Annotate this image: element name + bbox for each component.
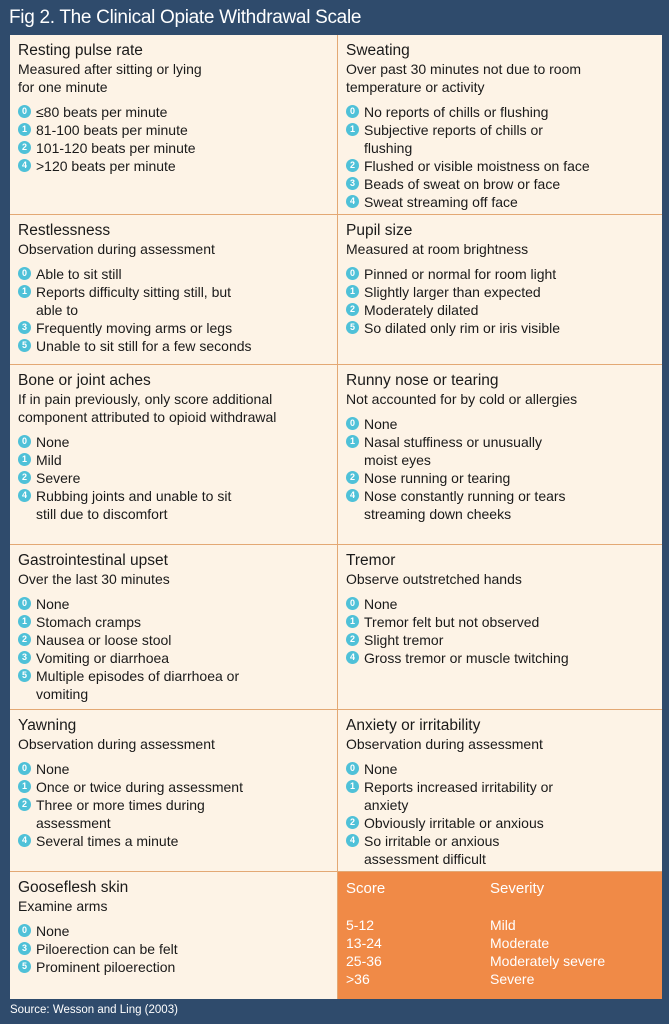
- score-badge: 1: [346, 435, 359, 448]
- cell-subtitle: Observation during assessment: [18, 241, 215, 257]
- item-text: None: [36, 434, 70, 450]
- item-text: Stomach cramps: [36, 614, 142, 630]
- cell-heading: Bone or joint aches: [18, 372, 151, 389]
- item-text: 101-120 beats per minute: [36, 140, 196, 156]
- cell-restlessness: [10, 215, 338, 365]
- score-item: [346, 121, 658, 157]
- score-item: [346, 265, 658, 283]
- item-text: Once or twice during assessment: [36, 779, 243, 795]
- source-citation: Source: Wesson and Ling (2003): [10, 1004, 178, 1016]
- score-item: [18, 121, 333, 139]
- score-badge: 0: [346, 597, 359, 610]
- score-badge: 0: [346, 762, 359, 775]
- score-badge: 4: [346, 834, 359, 847]
- item-text: Vomiting or diarrhoea: [36, 650, 170, 666]
- cell-heading: Gooseflesh skin: [18, 879, 129, 896]
- item-text: Frequently moving arms or legs: [36, 320, 233, 336]
- score-item: [346, 760, 658, 778]
- item-text: Unable to sit still for a few seconds: [36, 338, 252, 354]
- item-text: Mild: [36, 452, 62, 468]
- cell-pupil-size: [338, 215, 662, 365]
- score-badge: 5: [18, 960, 31, 973]
- cell-gastrointestinal-upset: [10, 545, 338, 710]
- figure-title: Fig 2. The Clinical Opiate Withdrawal Scale: [9, 7, 362, 28]
- item-text: So dilated only rim or iris visible: [364, 320, 561, 336]
- item-text: Slightly larger than expected: [364, 284, 541, 300]
- score-badge: 5: [18, 669, 31, 682]
- score-item: [18, 778, 333, 796]
- cell-heading: Tremor: [346, 552, 396, 569]
- score-item: [18, 451, 333, 469]
- score-badge: 5: [18, 339, 31, 352]
- item-text: ≤80 beats per minute: [36, 104, 168, 120]
- score-item: [346, 778, 658, 814]
- cell-bone-joint-aches: [10, 365, 338, 545]
- score-item: [346, 157, 658, 175]
- item-text: Severe: [36, 470, 81, 486]
- score-item: [346, 469, 658, 487]
- score-range: >36: [346, 971, 370, 987]
- cows-table: [10, 35, 662, 999]
- score-row: [346, 970, 654, 988]
- score-item: [346, 487, 658, 523]
- score-item: [18, 469, 333, 487]
- cell-subtitle: Measured at room brightness: [346, 241, 529, 257]
- score-badge: 4: [18, 834, 31, 847]
- item-text: Piloerection can be felt: [36, 941, 178, 957]
- cell-subtitle: Observe outstretched hands: [346, 571, 522, 587]
- score-badge: 0: [346, 105, 359, 118]
- score-item: [346, 649, 658, 667]
- score-item: [18, 613, 333, 631]
- score-badge: 1: [18, 285, 31, 298]
- score-item: [346, 832, 658, 868]
- score-badge: 4: [346, 195, 359, 208]
- item-text: Several times a minute: [36, 833, 179, 849]
- item-text: Sweat streaming off face: [364, 194, 518, 210]
- score-item: [18, 958, 333, 976]
- score-badge: 4: [18, 159, 31, 172]
- item-text: So irritable or anxious assessment difficult: [364, 833, 500, 867]
- score-item: [346, 319, 658, 337]
- item-text: Subjective reports of chills or flushing: [364, 122, 543, 156]
- score-badge: 4: [346, 489, 359, 502]
- score-badge: 2: [346, 816, 359, 829]
- score-item: [18, 832, 333, 850]
- score-row: [346, 934, 654, 952]
- score-column-header: Score: [346, 880, 386, 897]
- score-range: 13-24: [346, 935, 382, 951]
- item-text: None: [364, 416, 398, 432]
- item-text: Beads of sweat on brow or face: [364, 176, 561, 192]
- item-text: Nasal stuffiness or unusually moist eyes: [364, 434, 542, 468]
- severity-value: Mild: [490, 917, 516, 933]
- score-badge: 3: [18, 321, 31, 334]
- severity-value: Moderate: [490, 935, 550, 951]
- item-text: None: [364, 761, 398, 777]
- score-row: [346, 916, 654, 934]
- score-badge: 1: [18, 453, 31, 466]
- score-item: [18, 760, 333, 778]
- score-badge: 5: [346, 321, 359, 334]
- score-severity-panel: [338, 872, 662, 999]
- cell-heading: Resting pulse rate: [18, 42, 143, 59]
- item-text: None: [36, 761, 70, 777]
- severity-value: Moderately severe: [490, 953, 606, 969]
- item-text: Prominent piloerection: [36, 959, 176, 975]
- cell-heading: Sweating: [346, 42, 410, 59]
- score-badge: 1: [18, 123, 31, 136]
- item-text: Slight tremor: [364, 632, 444, 648]
- cell-subtitle: Over past 30 minutes not due to room temperature or activity: [346, 61, 582, 95]
- score-badge: 0: [18, 924, 31, 937]
- score-badge: 2: [346, 633, 359, 646]
- score-range: 5-12: [346, 917, 375, 933]
- item-text: Able to sit still: [36, 266, 122, 282]
- item-text: Moderately dilated: [364, 302, 479, 318]
- cell-subtitle: Observation during assessment: [18, 736, 215, 752]
- score-badge: 4: [346, 651, 359, 664]
- cell-heading: Yawning: [18, 717, 77, 734]
- score-badge: 0: [18, 762, 31, 775]
- item-text: Three or more times during assessment: [36, 797, 205, 831]
- score-item: [346, 103, 658, 121]
- score-badge: 0: [18, 435, 31, 448]
- item-text: Obviously irritable or anxious: [364, 815, 544, 831]
- score-badge: 1: [18, 615, 31, 628]
- score-item: [346, 631, 658, 649]
- score-item: [346, 283, 658, 301]
- score-badge: 2: [18, 798, 31, 811]
- score-badge: 0: [18, 267, 31, 280]
- score-item: [18, 595, 333, 613]
- score-badge: 3: [346, 177, 359, 190]
- item-text: Tremor felt but not observed: [364, 614, 540, 630]
- score-badge: 2: [346, 303, 359, 316]
- item-text: Rubbing joints and unable to sit still due to discomfort: [36, 488, 232, 522]
- item-text: None: [364, 596, 398, 612]
- cell-yawning: [10, 710, 338, 872]
- cell-subtitle: Examine arms: [18, 898, 108, 914]
- score-badge: 2: [18, 141, 31, 154]
- score-badge: 0: [18, 597, 31, 610]
- score-item: [18, 940, 333, 958]
- score-badge: 0: [346, 417, 359, 430]
- score-item: [346, 301, 658, 319]
- item-text: Reports increased irritability or anxiety: [364, 779, 554, 813]
- score-badge: 1: [18, 780, 31, 793]
- score-badge: 2: [18, 633, 31, 646]
- item-text: Nose running or tearing: [364, 470, 511, 486]
- cell-heading: Pupil size: [346, 222, 413, 239]
- cell-heading: Runny nose or tearing: [346, 372, 499, 389]
- item-text: >120 beats per minute: [36, 158, 176, 174]
- item-text: None: [36, 923, 70, 939]
- score-item: [346, 433, 658, 469]
- item-text: Nose constantly running or tears streaming down cheeks: [364, 488, 566, 522]
- score-badge: 3: [18, 942, 31, 955]
- score-item: [18, 139, 333, 157]
- item-text: No reports of chills or flushing: [364, 104, 549, 120]
- score-badge: 2: [346, 159, 359, 172]
- score-item: [18, 631, 333, 649]
- score-range: 25-36: [346, 953, 382, 969]
- cell-heading: Anxiety or irritability: [346, 717, 481, 734]
- score-item: [18, 337, 333, 355]
- score-badge: 4: [18, 489, 31, 502]
- severity-value: Severe: [490, 971, 535, 987]
- item-text: Reports difficulty sitting still, but able to: [36, 284, 232, 318]
- cell-heading: Restlessness: [18, 222, 111, 239]
- item-text: 81-100 beats per minute: [36, 122, 188, 138]
- cell-subtitle: Observation during assessment: [346, 736, 543, 752]
- score-item: [346, 613, 658, 631]
- score-item: [18, 283, 333, 319]
- score-item: [346, 175, 658, 193]
- cell-sweating: [338, 35, 662, 215]
- cell-resting-pulse: [10, 35, 338, 215]
- score-item: [18, 103, 333, 121]
- cell-subtitle: If in pain previously, only score additional component attributed to opioid withdrawal: [18, 391, 277, 425]
- item-text: Multiple episodes of diarrhoea or vomiting: [36, 668, 240, 702]
- score-badge: 2: [346, 471, 359, 484]
- cell-heading: Gastrointestinal upset: [18, 552, 168, 569]
- cell-anxiety-irritability: [338, 710, 662, 872]
- score-item: [18, 157, 333, 175]
- score-badge: 1: [346, 780, 359, 793]
- score-badge: 1: [346, 285, 359, 298]
- severity-column-header: Severity: [490, 880, 545, 897]
- score-item: [18, 487, 333, 523]
- score-item: [18, 649, 333, 667]
- score-badge: 1: [346, 123, 359, 136]
- cell-tremor: [338, 545, 662, 710]
- cell-subtitle: Not accounted for by cold or allergies: [346, 391, 578, 407]
- score-row: [346, 952, 654, 970]
- score-item: [18, 922, 333, 940]
- score-badge: 3: [18, 651, 31, 664]
- item-text: Gross tremor or muscle twitching: [364, 650, 569, 666]
- score-item: [346, 415, 658, 433]
- cell-runny-nose: [338, 365, 662, 545]
- cell-gooseflesh-skin: [10, 872, 338, 999]
- score-item: [18, 319, 333, 337]
- item-text: Nausea or loose stool: [36, 632, 172, 648]
- score-badge: 0: [346, 267, 359, 280]
- score-item: [18, 433, 333, 451]
- score-item: [18, 265, 333, 283]
- score-item: [346, 595, 658, 613]
- item-text: Flushed or visible moistness on face: [364, 158, 590, 174]
- score-item: [346, 814, 658, 832]
- item-text: None: [36, 596, 70, 612]
- score-badge: 1: [346, 615, 359, 628]
- score-badge: 0: [18, 105, 31, 118]
- score-badge: 2: [18, 471, 31, 484]
- score-item: [346, 193, 658, 211]
- score-item: [18, 667, 333, 703]
- cell-subtitle: Over the last 30 minutes: [18, 571, 170, 587]
- cell-subtitle: Measured after sitting or lying for one minute: [18, 61, 202, 95]
- score-item: [18, 796, 333, 832]
- item-text: Pinned or normal for room light: [364, 266, 557, 282]
- score-header-row: [346, 880, 654, 898]
